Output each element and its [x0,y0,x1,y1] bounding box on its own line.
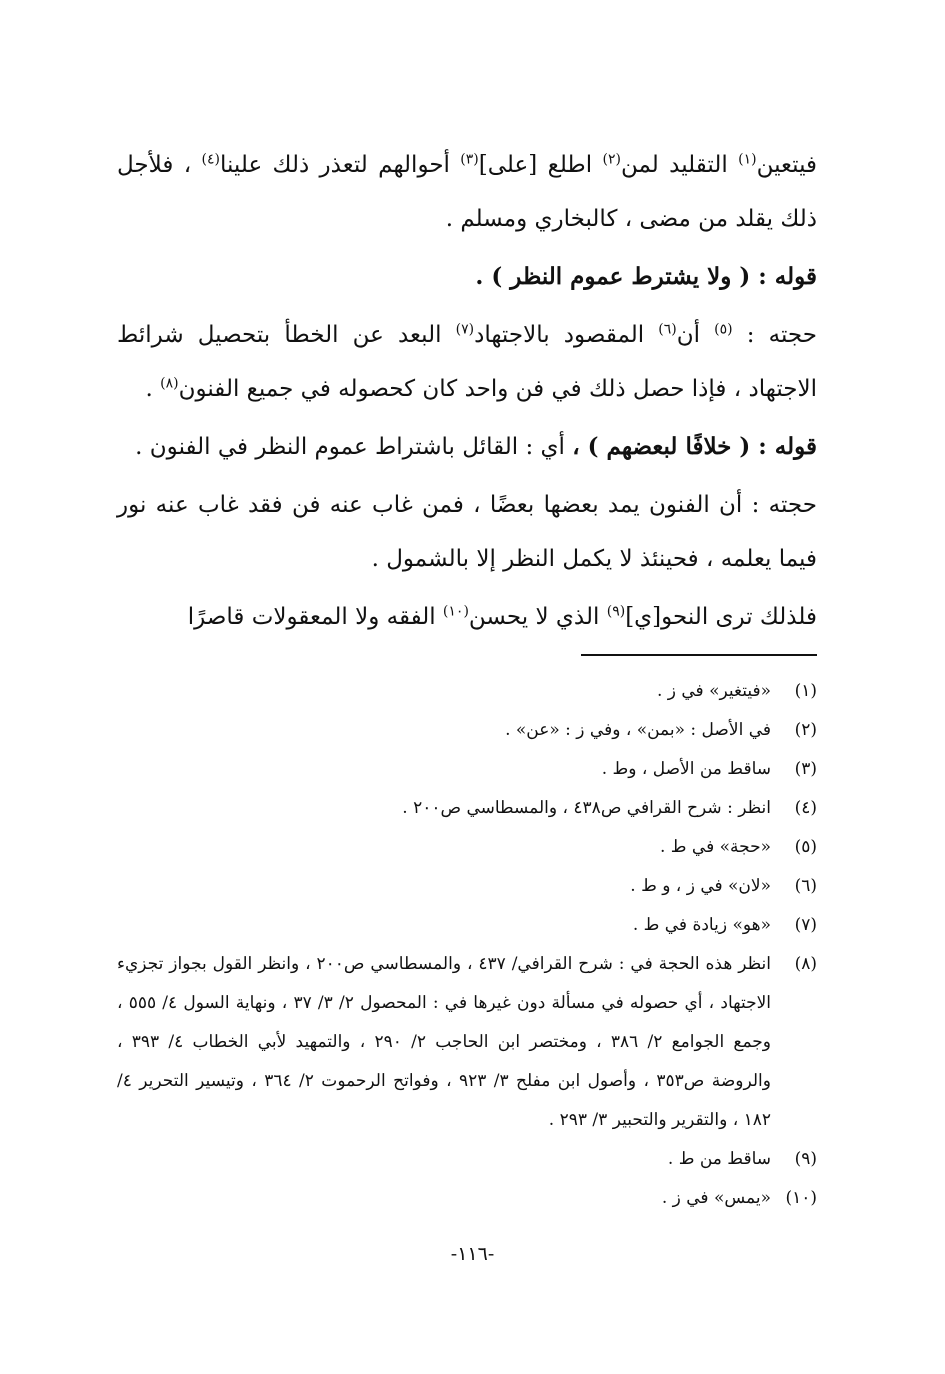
footnote [117,906,817,945]
footnote-marker: (٦) [658,321,677,338]
paragraph [117,138,817,246]
paragraph [117,478,817,586]
footnote-text: ساقط من ط . [667,1149,771,1169]
footnote [117,828,817,867]
footnote [117,711,817,750]
text-run: الفقه ولا المعقولات قاصرًا [187,604,443,630]
footnotes [117,672,817,1218]
footnote-marker: (٣) [460,151,479,168]
paragraph [117,420,817,474]
text-run: التقليد لمن [620,152,739,178]
footnote-text: في الأصل : «بمن» ، وفي ز : «عن» . [505,720,771,740]
footnote [117,867,817,906]
quote-lead: قوله : ( خلافًا لبعضهم ) ، [572,433,817,460]
text-run: فلذلك ترى النحو[ي] [625,604,817,630]
text-run: حجته : [732,322,817,348]
footnote [117,750,817,789]
footnote-marker: (٩) [606,603,626,620]
paragraph [117,308,817,416]
text-run: . [145,376,161,402]
page-number: -١١٦- [450,1243,495,1265]
text-run: فيتعين [756,152,817,178]
footnote-marker: (٨) [160,375,179,392]
footnote-text: انظر : شرح القرافي ص٤٣٨ ، والمسطاسي ص٢٠٠ . [402,798,771,818]
paragraph [117,250,817,304]
footnote-marker: (٢) [602,151,621,168]
paragraph [117,590,817,644]
text-run: أحوالهم لتعذر ذلك علينا [219,152,461,178]
footnote-marker: (١٠) [442,603,469,620]
footnote [117,789,817,828]
footnote-number: (٩) [794,1149,817,1169]
text-run: ، فلأجل ذلك يقلد من مضى ، كالبخاري ومسلم . [117,152,817,232]
footnote-marker: (١) [738,151,757,168]
footnote-number: (٢) [794,720,817,740]
footnote-text: انظر هذه الحجة في : شرح القرافي/ ٤٣٧ ، والمسطاسي ص٢٠٠ ، وانظر القول بجواز تجزيء الاجتهاد ، أي حصوله في مسألة دون غيرها في : المحصول ٢/ ٣/ ٣٧ ، ونهاية السول ٤/ ٥٥٥ ، وجمع الجوامع ٢/ ٣٨٦ ، ومختصر ابن الحاجب ٢/ ٢٩٠ ، والتمهيد لأبي الخطاب ٤/ ٣٩٣ ، والروضة ص٣٥٣ ، وأصول ابن مفلح ٣/ ٩٢٣ ، وفواتح الرحموت ٢/ ٣٦٤ ، وتيسير التحرير ٤/ ١٨٢ ، والتقرير والتحبير ٣/ ٢٩٣ . [117,954,772,1130]
footnote-number: (١٠) [785,1188,817,1208]
main-text [117,138,817,648]
footnote-text: ساقط من الأصل ، وط . [601,759,771,779]
footnote-number: (٤) [794,798,817,818]
footnote [117,1140,817,1179]
footnote-number: (٨) [794,954,817,974]
footnote-marker: (٧) [455,321,475,338]
footnote-separator [581,654,817,656]
footnote [117,1179,817,1218]
text-run: أي : القائل باشتراط عموم النظر في الفنون . [135,434,573,460]
quote-lead: قوله : ( ولا يشترط عموم النظر ) . [475,263,817,290]
footnote-text: «هو» زيادة في ط . [632,915,771,935]
text-run: المقصود بالاجتهاد [474,322,659,348]
text-run: الذي لا يحسن [468,604,607,630]
text-run: البعد عن الخطأ بتحصيل شرائط الاجتهاد ، فإذا حصل ذلك في فن واحد كان كحصوله في جميع الفنون [117,322,817,402]
footnote-text: «فيتغير» في ز . [656,681,771,701]
footnote-text: «لان» في ز ، و ط . [630,876,771,896]
text-run: اطلع [على] [478,152,603,178]
footnote-number: (٦) [794,876,817,896]
footnote-marker: (٥) [714,321,733,338]
footnote-number: (٣) [794,759,817,779]
footnote [117,672,817,711]
footnote-number: (٥) [794,837,817,857]
footnote-marker: (٤) [201,151,220,168]
text-run: حجته : أن الفنون يمد بعضها بعضًا ، فمن غاب عنه فن فقد غاب عنه نور فيما يعلمه ، فحينئذ لا يكمل النظر إلا بالشمول . [117,492,817,572]
footnote-number: (٧) [794,915,817,935]
text-run: أن [676,322,715,348]
footnote-number: (١) [794,681,817,701]
footnote-text: «يمس» في ز . [661,1188,771,1208]
footnote [117,945,817,1140]
footnote-text: «حجة» في ط . [659,837,771,857]
